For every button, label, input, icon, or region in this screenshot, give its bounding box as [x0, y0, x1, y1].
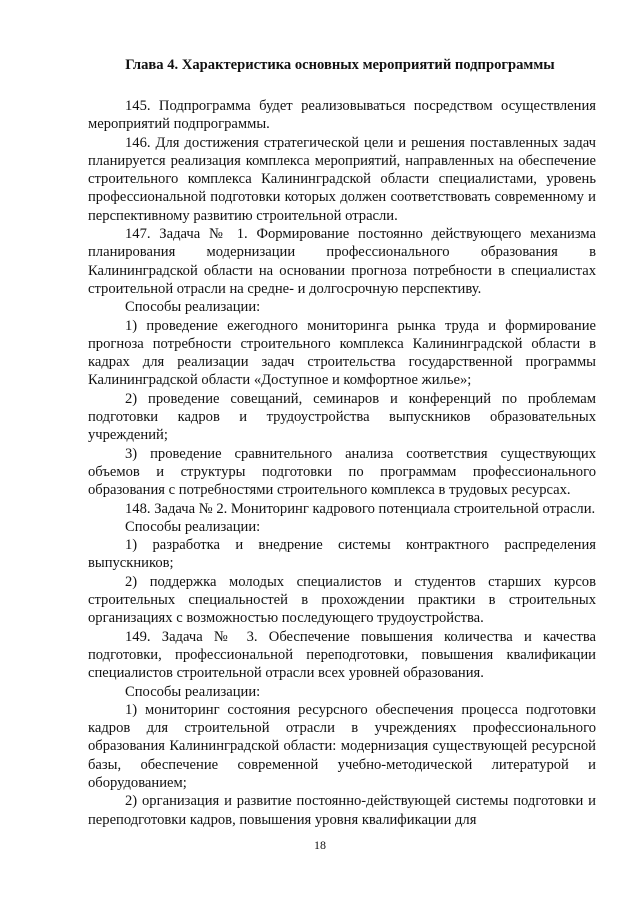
methods-heading: Способы реализации:	[125, 299, 261, 316]
paragraph-149-task-3: 149. Задача № 3. Обеспечение повышения количества и качества подготовки, профессиональной переподготовки, повышения квалификации специалистов строительной отрасли всех уровней образования.	[88, 628, 596, 682]
task-1-method-1: 1) проведение ежегодного мониторинга рынка труда и формирование прогноза потребности строительного комплекса Калининградской области в кадрах для реализации задач строительства государственной программы Калининградской области «Доступное и комфортное жилье»;	[88, 317, 596, 389]
paragraph-147-task-1: 147. Задача № 1. Формирование постоянно действующего механизма планирования модернизации профессионального образования в Калининградской области на основании прогноза потребности в специалистах строительной отрасли на средне- и долгосрочную перспективу.	[88, 226, 596, 297]
methods-heading: Способы реализации:	[125, 683, 261, 700]
paragraph-148-task-2: 148. Задача № 2. Мониторинг кадрового потенциала строительной отрасли.	[125, 500, 596, 517]
task-2-method-2: 2) поддержка молодых специалистов и студентов старших курсов строительных специальностей в прохождении практики в строительных организациях с возможностью последующего трудоустройства.	[88, 573, 596, 627]
paragraph-145: 145. Подпрограмма будет реализовываться посредством осуществления мероприятий подпрограммы.	[88, 98, 596, 133]
task-3-method-1: 1) мониторинг состояния ресурсного обеспечения процесса подготовки кадров для строительной отрасли в учреждениях профессионального образования Калининградской области: модернизация существующей ресурсной базы, обеспечение современной учебно-методической литературой и оборудованием;	[88, 701, 596, 791]
methods-heading: Способы реализации:	[125, 518, 261, 535]
task-2-method-1: 1) разработка и внедрение системы контрактного распределения выпускников;	[88, 537, 596, 572]
page-number: 18	[314, 838, 326, 852]
task-1-method-3: 3) проведение сравнительного анализа соответствия существующих объемов и структуры подготовки по программам профессионального образования с потребностями строительного комплекса в трудовых ресурсах.	[88, 445, 596, 499]
chapter-title: Глава 4. Характеристика основных мероприятий подпрограммы	[125, 57, 555, 73]
task-1-method-2: 2) проведение совещаний, семинаров и конференций по проблемам подготовки кадров и трудоустройства выпускников образовательных учреждений;	[88, 390, 596, 444]
document-body	[88, 97, 596, 829]
paragraph-146: 146. Для достижения стратегической цели и решения поставленных задач планируется реализация комплекса мероприятий, направленных на обеспечение строительного комплекса Калининградской области специалистами, уровень профессиональной подготовки которых должен соответствовать современному и перспективному развитию строительной отрасли.	[88, 134, 596, 224]
task-3-method-2: 2) организация и развитие постоянно-действующей системы подготовки и переподготовки кадров, повышения уровня квалификации для	[88, 793, 596, 828]
